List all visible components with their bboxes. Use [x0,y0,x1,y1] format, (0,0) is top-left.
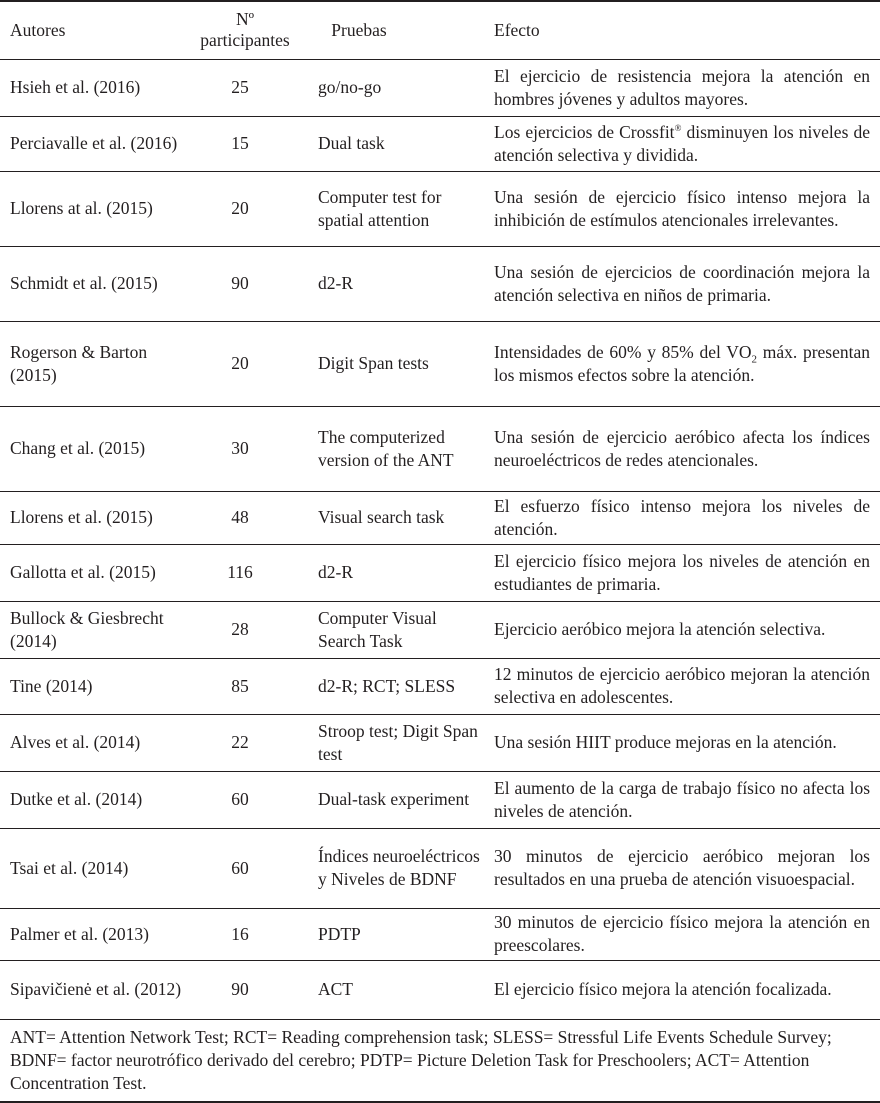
cell-authors: Perciavalle et al. (2016) [10,133,178,153]
effect-text: Ejercicio aeróbico mejora la atención selectiva. [494,619,826,639]
cell-effect [480,960,880,1019]
cell-participants: 48 [231,507,249,527]
table-row [0,908,880,960]
cell-participants: 20 [231,353,249,373]
cell-authors: Llorens at al. (2015) [10,198,153,218]
header-participants-label: participantes [200,30,290,51]
table-row [0,116,880,171]
table-row [0,714,880,771]
effect-text: Intensidades de 60% y 85% del VO [494,341,752,362]
cell-participants: 28 [231,619,249,639]
table-row [0,491,880,544]
cell-effect [480,246,880,321]
cell-effect [480,116,880,171]
table-row [0,771,880,828]
effect-text: El ejercicio de resistencia mejora la atención en hombres jóvenes y adultos mayores. [494,65,870,109]
effect-text: El ejercicio físico mejora los niveles de atención en estudiantes de primaria. [494,550,870,594]
table-row [0,246,880,321]
cell-authors: Tsai et al. (2014) [10,857,129,878]
cell-effect [480,59,880,116]
effect-text: Una sesión de ejercicio físico intenso mejora la inhibición de estímulos atencionales irrelevantes. [494,186,870,230]
cell-participants: 25 [231,77,249,97]
cell-authors: Hsieh et al. (2016) [10,77,141,97]
cell-authors: Bullock & Giesbrecht (2014) [10,607,164,651]
subscript: 2 [751,353,758,365]
effect-text: El esfuerzo físico intenso mejora los niveles de atención. [494,495,870,539]
cell-tests: go/no-go [318,77,382,97]
cell-tests: Índices neuroeléctricos y Niveles de BDNF [318,846,480,889]
cell-authors: Tine (2014) [10,675,93,696]
header-tests: Pruebas [331,19,387,40]
effect-text: 12 minutos de ejercicio aeróbico mejoran la atención selectiva en adolescentes. [494,664,870,707]
cell-tests: Dual task [318,133,385,153]
table-row [0,321,880,406]
effect-text: 30 minutos de ejercicio físico mejora la atención en preescolares. [494,912,870,955]
cell-effect [480,658,880,714]
effect-text: Una sesión HIIT produce mejoras en la atención. [494,732,837,752]
cell-effect [480,321,880,406]
cell-effect [480,771,880,828]
cell-tests: Computer Visual Search Task [318,607,437,651]
cell-participants: 90 [231,979,249,999]
cell-participants: 20 [231,198,249,218]
effect-text: Una sesión de ejercicio aeróbico afecta los índices neuroeléctricos de redes atencionales. [494,426,870,470]
cell-tests: Dual-task experiment [318,789,470,809]
cell-participants: 60 [231,789,249,809]
cell-participants: 60 [231,857,249,878]
cell-participants: 90 [231,273,249,293]
cell-effect [480,171,880,246]
table-row [0,544,880,601]
cell-participants: 15 [231,133,249,153]
cell-effect [480,908,880,960]
cell-tests: Computer test for spatial attention [318,186,442,230]
header-participants [198,1,298,59]
header-authors: Autores [10,19,66,40]
cell-authors: Schmidt et al. (2015) [10,273,158,293]
cell-tests: The computerized version of the ANT [318,426,454,470]
header-effect: Efecto [494,19,540,40]
table-row [0,601,880,658]
cell-effect [480,544,880,601]
cell-tests: d2-R [318,273,353,293]
cell-tests: d2-R [318,562,353,582]
cell-effect [480,601,880,658]
cell-authors: Llorens et al. (2015) [10,507,153,527]
cell-participants: 30 [231,438,249,458]
cell-authors: Alves et al. (2014) [10,732,141,752]
table-row [0,406,880,491]
cell-tests: d2-R; RCT; SLESS [318,675,456,696]
effect-text: Los ejercicios de Crossfit [494,121,675,142]
cell-tests: PDTP [318,923,361,944]
table-row [0,171,880,246]
cell-tests: Digit Span tests [318,353,429,373]
registered-mark: ® [674,122,682,133]
cell-authors: Dutke et al. (2014) [10,789,143,809]
cell-participants: 85 [231,675,249,696]
effect-text: El aumento de la carga de trabajo físico no afecta los niveles de atención. [494,777,870,821]
cell-participants: 22 [231,732,249,752]
effect-text: El ejercicio físico mejora la atención focalizada. [494,979,832,999]
cell-tests: Visual search task [318,507,445,527]
header-n: Nº [235,9,255,30]
cell-authors: Gallotta et al. (2015) [10,562,156,582]
cell-participants: 116 [227,562,253,582]
table-row [0,59,880,116]
cell-authors: Chang et al. (2015) [10,438,146,458]
table-row [0,658,880,714]
cell-effect [480,828,880,908]
table-footnote: ANT= Attention Network Test; RCT= Reading comprehension task; SLESS= Stressful Life Events Schedule Survey; BDNF= factor neurotrófico derivado del cerebro; PDTP= Picture Deletion Task for Preschoolers; ACT= Attention Concentration Test. [0,1019,880,1102]
cell-authors: Sipavičienė et al. (2012) [10,979,182,999]
effect-text: Una sesión de ejercicios de coordinación mejora la atención selectiva en niños de primaria. [494,261,870,305]
table-header-row [0,1,880,59]
cell-effect [480,491,880,544]
table-row [0,828,880,908]
cell-participants: 16 [231,923,249,944]
cell-effect [480,714,880,771]
cell-tests: ACT [318,979,353,999]
effect-text: 30 minutos de ejercicio aeróbico mejoran los resultados en una prueba de atención visuoespacial. [494,846,870,889]
effect-text-cont: disminuyen los niveles de atención selectiva y dividida. [494,121,870,165]
table-row [0,960,880,1019]
cell-effect [480,406,880,491]
cell-authors: Rogerson & Barton (2015) [10,341,148,385]
cell-tests: Stroop test; Digit Span test [318,720,478,764]
effect-text-cont: máx. presentan los mismos efectos sobre la atención. [494,341,870,385]
cell-authors: Palmer et al. (2013) [10,923,149,944]
